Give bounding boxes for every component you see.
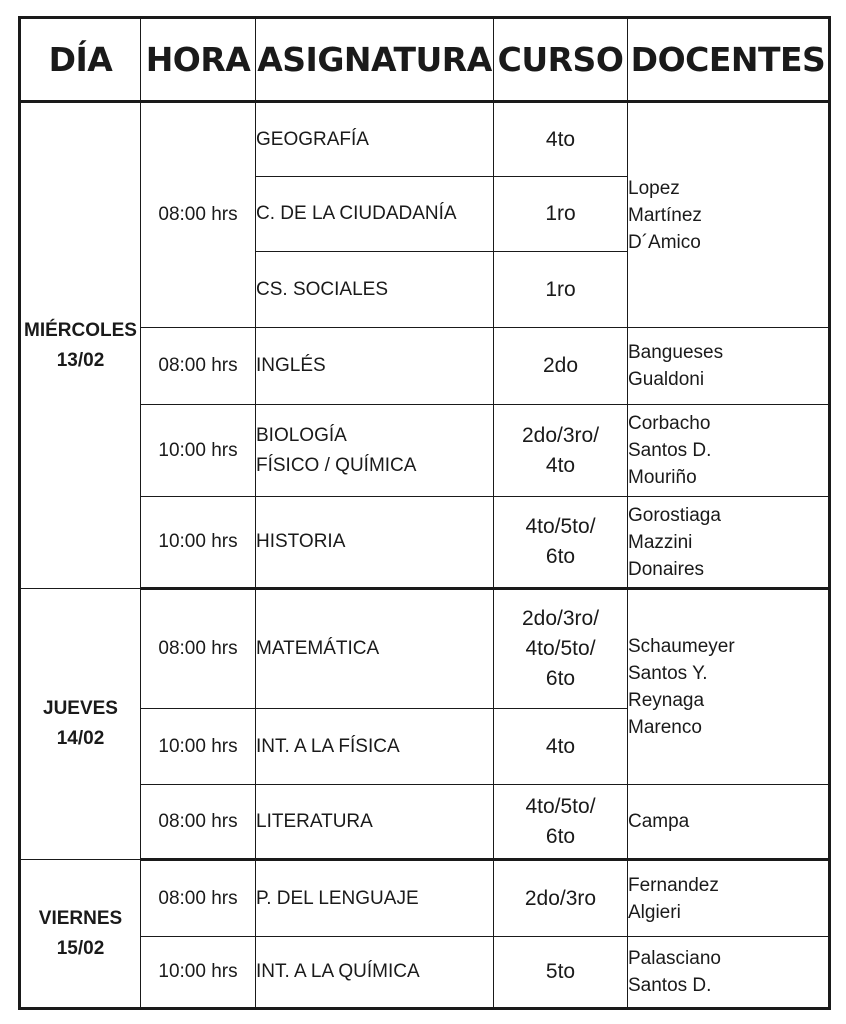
asignatura-cell: [256, 328, 494, 405]
table-row: [20, 860, 830, 937]
curso-text: 4to/5to/: [525, 794, 596, 818]
asignatura-text: INT. A LA QUÍMICA: [256, 961, 420, 982]
table-row: [20, 102, 830, 177]
asignatura-text: MATEMÁTICA: [256, 638, 380, 659]
hora-cell: 08:00 hrs: [141, 589, 256, 709]
docente-name: Gualdoni: [628, 369, 705, 390]
asignatura-cell: [256, 589, 494, 709]
docente-name: Schaumeyer: [628, 636, 735, 657]
docentes-cell: [628, 860, 830, 937]
asignatura-text: LITERATURA: [256, 810, 373, 832]
day-name: JUEVES: [43, 698, 118, 719]
curso-text: 1ro: [545, 202, 576, 225]
curso-text: 4to: [545, 453, 576, 477]
docente-name: Santos D.: [628, 975, 712, 996]
asignatura-cell: [256, 405, 494, 497]
day-date: 13/02: [56, 349, 105, 371]
docentes-cell: [628, 497, 830, 589]
curso-text: 1ro: [545, 277, 576, 301]
curso-text: 5to: [545, 960, 576, 983]
docente-name: Bangueses: [628, 342, 724, 363]
asignatura-cell: [256, 252, 494, 328]
hora-cell: 08:00 hrs: [141, 328, 256, 405]
asignatura-text: C. DE LA CIUDADANÍA: [256, 203, 457, 224]
asignatura-cell: [256, 937, 494, 1009]
curso-cell: [494, 937, 628, 1009]
docente-name: Campa: [628, 811, 690, 832]
hora-cell: 08:00 hrs: [141, 785, 256, 860]
curso-text: 4to/5to/: [525, 515, 596, 538]
asignatura-text: HISTORIA: [256, 531, 346, 552]
asignatura-cell: [256, 177, 494, 252]
docentes-cell: [628, 785, 830, 860]
curso-cell: [494, 102, 628, 177]
asignatura-text: GEOGRAFÍA: [256, 128, 369, 150]
docente-name: Lopez: [628, 177, 680, 199]
docente-name: Corbacho: [628, 413, 711, 434]
docentes-cell: [628, 328, 830, 405]
header-curso: CURSO: [494, 18, 628, 102]
docente-name: Mouriño: [628, 467, 697, 488]
asignatura-cell: [256, 497, 494, 589]
hora-cell: 10:00 hrs: [141, 497, 256, 589]
curso-text: 2do/3ro/: [521, 607, 600, 630]
docente-name: Fernandez: [628, 874, 719, 896]
table-row: [20, 328, 830, 405]
exam-schedule-table: [18, 16, 831, 1010]
curso-text: 2do: [542, 354, 579, 377]
docentes-cell: [628, 589, 830, 785]
curso-text: 6to: [545, 667, 576, 690]
docentes-cell: [628, 937, 830, 1009]
curso-cell: [494, 252, 628, 328]
docentes-cell: [628, 102, 830, 328]
day-cell-miercoles: [20, 102, 141, 589]
docente-name: D´Amico: [628, 231, 701, 253]
hora-cell: 08:00 hrs: [141, 102, 256, 328]
day-name: MIÉRCOLES: [24, 319, 137, 341]
docente-name: Santos D.: [628, 440, 712, 461]
table-row: [20, 589, 830, 709]
curso-text: 4to: [545, 127, 576, 151]
curso-cell: [494, 497, 628, 589]
asignatura-text: P. DEL LENGUAJE: [256, 887, 419, 909]
asignatura-cell: [256, 709, 494, 785]
docente-name: Palasciano: [628, 948, 721, 969]
day-cell-jueves: [20, 589, 141, 860]
docente-name: Algieri: [628, 901, 681, 923]
hora-cell: 08:00 hrs: [141, 860, 256, 937]
asignatura-text: INT. A LA FÍSICA: [256, 735, 400, 757]
asignatura-text: FÍSICO / QUÍMICA: [256, 454, 417, 476]
hora-cell: 10:00 hrs: [141, 937, 256, 1009]
header-dia: DÍA: [20, 18, 141, 102]
header-asignatura: ASIGNATURA: [256, 18, 494, 102]
docente-name: Marenco: [628, 717, 702, 738]
asignatura-text: INGLÉS: [256, 355, 326, 376]
day-name: VIERNES: [38, 907, 123, 929]
curso-cell: [494, 405, 628, 497]
curso-text: 6to: [545, 545, 576, 568]
docentes-cell: [628, 405, 830, 497]
docente-name: Santos Y.: [628, 663, 708, 684]
hora-cell: 10:00 hrs: [141, 709, 256, 785]
table-row: [20, 497, 830, 589]
curso-text: 6to: [545, 824, 576, 848]
docente-name: Reynaga: [628, 690, 705, 711]
curso-text: 4to/5to/: [525, 637, 596, 660]
curso-cell: [494, 177, 628, 252]
header-hora: HORA: [141, 18, 256, 102]
docente-name: Donaires: [628, 558, 705, 580]
curso-cell: [494, 785, 628, 860]
table-row: [20, 785, 830, 860]
docente-name: Gorostiaga: [628, 504, 721, 526]
docente-name: Martínez: [628, 204, 702, 226]
asignatura-text: CS. SOCIALES: [256, 278, 388, 300]
asignatura-cell: [256, 860, 494, 937]
table-row: [20, 405, 830, 497]
curso-cell: [494, 589, 628, 709]
table-row: [20, 937, 830, 1009]
day-cell-viernes: [20, 860, 141, 1009]
header-docentes: DOCENTES: [628, 18, 830, 102]
curso-cell: [494, 709, 628, 785]
curso-text: 4to: [545, 734, 576, 758]
day-date: 15/02: [56, 937, 105, 959]
docente-name: Mazzini: [628, 531, 693, 553]
asignatura-cell: [256, 102, 494, 177]
asignatura-cell: [256, 785, 494, 860]
asignatura-text: BIOLOGÍA: [256, 424, 347, 446]
curso-cell: [494, 328, 628, 405]
curso-cell: [494, 860, 628, 937]
header-row: [20, 18, 830, 102]
hora-cell: 10:00 hrs: [141, 405, 256, 497]
curso-text: 2do/3ro: [524, 886, 597, 910]
curso-text: 2do/3ro/: [521, 423, 600, 447]
day-date: 14/02: [56, 728, 105, 749]
